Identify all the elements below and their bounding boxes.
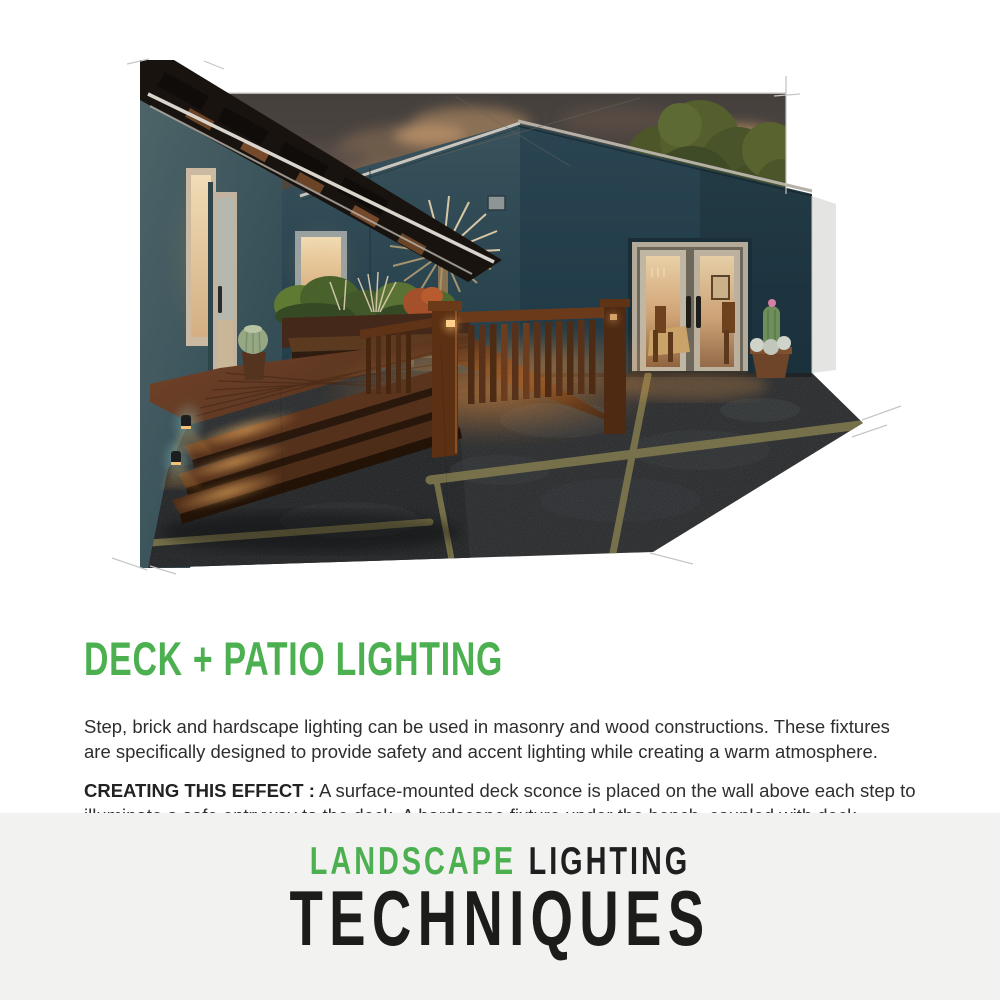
door-handle-left bbox=[686, 296, 691, 328]
section-heading: DECK + PATIO LIGHTING bbox=[84, 632, 504, 686]
cactus-flower bbox=[768, 299, 776, 307]
railing-right-post bbox=[600, 299, 630, 434]
door-handle-right bbox=[696, 296, 701, 328]
title-banner bbox=[0, 813, 1000, 1000]
banner-title-techniques: TECHNIQUES bbox=[289, 874, 711, 962]
side-wall-panel bbox=[812, 196, 836, 373]
gable-vent bbox=[488, 196, 505, 210]
door-handle bbox=[218, 286, 222, 313]
banner-word-lighting: LIGHTING bbox=[528, 840, 691, 883]
intro-line: Step, brick and hardscape lighting can be used in masonry and wood constructions. These fixtures bbox=[84, 715, 890, 737]
effect-line-text: A surface-mounted deck sconce is placed on the wall above each step to bbox=[319, 779, 916, 801]
intro-line: are specifically designed to provide safety and accent lighting while creating a warm atmosphere. bbox=[84, 741, 878, 763]
banner-word-landscape: LANDSCAPE bbox=[309, 840, 517, 883]
effect-label: CREATING THIS EFFECT : bbox=[84, 779, 315, 801]
intro-paragraph bbox=[84, 714, 964, 765]
effect-line bbox=[84, 778, 964, 804]
entry-door bbox=[213, 192, 237, 392]
